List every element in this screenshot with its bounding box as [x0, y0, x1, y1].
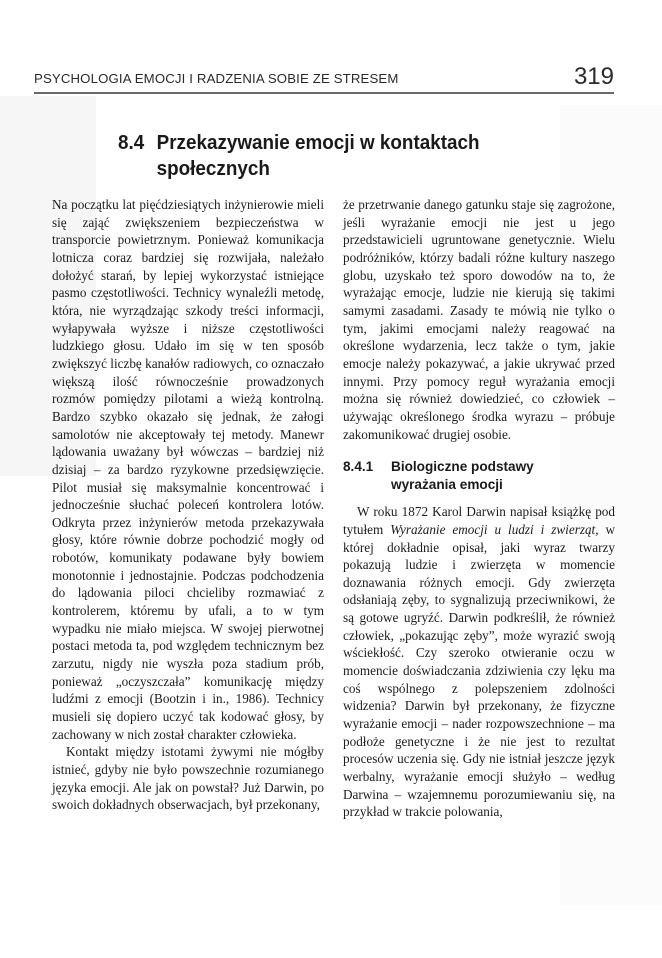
running-head-title: PSYCHOLOGIA EMOCJI I RADZENIA SOBIE ZE STRESEM	[34, 71, 399, 86]
paragraph-text: , w której dokładnie opisał, jaki wyraz twarzy pokazują ludzie i zwierzęta w momencie doznawania różnych emocji. Gdy zwierzęta odsłaniają zęby, to sygnalizują przeciwnikowi, że są gotowe ugryźć. Darwin podkreślił, że również człowiek, „pokazując zęby”, może wyrazić swoją wściekłość. Czy szeroko otwieranie oczu w momencie doświadczania zdziwienia czy lęku ma coś wspólnego z polepszeniem zdolności widzenia? Darwin był przekonany, że fizyczne wyrażanie emocji – nader rozpowszechnione – ma podłoże genetyczne i że nie jest to rezultat procesów uczenia się. Gdy nie istniał jeszcze język werbalny, wyrażanie emocji służyło – według Darwina – wzajemnemu porozumiewaniu się, na przykład w trakcie polowania,	[343, 521, 615, 820]
body-paragraph	[343, 503, 615, 821]
subsection-number: 8.4.1	[343, 459, 374, 475]
body-paragraph: że przetrwanie danego gatunku staje się zagrożone, jeśli wyrażanie emocji nie jest u jego przedstawicieli ugruntowane genetycznie. Wielu podróżników, którzy badali różne kultury naszego globu, uzyskało też sporo dowodów na to, że wyrażając emocje, ludzie nie kierują się takimi samymi zasadami. Zasady te mówią nie tylko o tym, jakimi emocjami należy reagować na określone wydarzenia, lecz także o tym, jakie emocje należy pokazywać, a jakie ukrywać przed innymi. Przy pomocy reguł wyrażania emocji można się również dowiedzieć, co człowiek – używając określonego środka wyrazu – próbuje zakomunikować drugiej osobie.	[343, 197, 615, 442]
subsection-title-line1: Biologiczne podstawy	[391, 459, 534, 475]
body-paragraph: Kontakt między istotami żywymi nie mógłby istnieć, gdyby nie było powszechnie rozumianego języka emocji. Ale jak on powstał? Już Darwin, po swoich dokładnych obserwacjach, był przekonany,	[52, 744, 324, 813]
paragraph-text: W roku 1872 Karol Darwin napisał książkę pod tytułem	[343, 504, 615, 537]
left-column	[52, 196, 324, 814]
page-number: 319	[573, 63, 614, 90]
right-column	[343, 196, 615, 821]
subsection-title-line2: wyrażania emocji	[391, 477, 503, 493]
book-title: Wyrażanie emocji u ludzi i zwierząt	[390, 521, 596, 537]
section-heading	[118, 130, 486, 182]
body-paragraph: Na początku lat pięćdziesiątych inżynierowie mieli się zająć zwiększeniem bezpieczeństwa w transporcie powietrznym. Ponieważ komunikacja lotnicza coraz bardziej się rozwijała, należało dołożyć starań, by lepiej wykorzystać istniejące pasmo częstotliwości. Technicy wynaleźli metodę, która, nie wyrządzając szkody treści informacji, wyłapywała wyższe i niższe częstotliwości ludzkiego głosu. Udało im się w ten sposób zwiększyć liczbę kanałów radiowych, co oznaczało większą ilość równocześnie prowadzonych rozmów pomiędzy pilotami a wieżą kontrolną. Bardzo szybko okazało się jednak, że załogi samolotów nie akceptowały tej metody. Manewr lądowania uważany był wówczas – bardziej niż dzisiaj – za bardzo ryzykowne przedsięwzięcie. Pilot musiał się maksymalnie koncentrować i jednocześnie słuchać poleceń kontrolera lotów. Odkryta przez inżynierów metoda przekazywała głosy, które równie dobrze pochodzić mogły od robotów, komunikaty podawane były bowiem monotonnie i jednostajnie. Podczas podchodzenia do lądowania piloci chcieliby rozmawiać z kontrolerem, któremu by ufali, a to w tym wypadku nie miało miejsca. W swojej pierwotnej postaci metoda ta, pod względem technicznym bez zarzutu, nigdy nie wyszła poza stadium prób, ponieważ „oczyszczała” komunikację między ludźmi z emocji (Bootzin i in., 1986). Technicy musieli się dopiero uczyć tak kodować głosy, by zachowany w nich został charakter człowieka.	[52, 197, 324, 742]
section-number: 8.4	[118, 131, 145, 154]
subsection-heading	[343, 458, 615, 494]
section-title-line2: społecznych	[156, 157, 270, 180]
running-head	[34, 62, 614, 94]
section-title-line1: Przekazywanie emocji w kontaktach	[156, 131, 480, 154]
